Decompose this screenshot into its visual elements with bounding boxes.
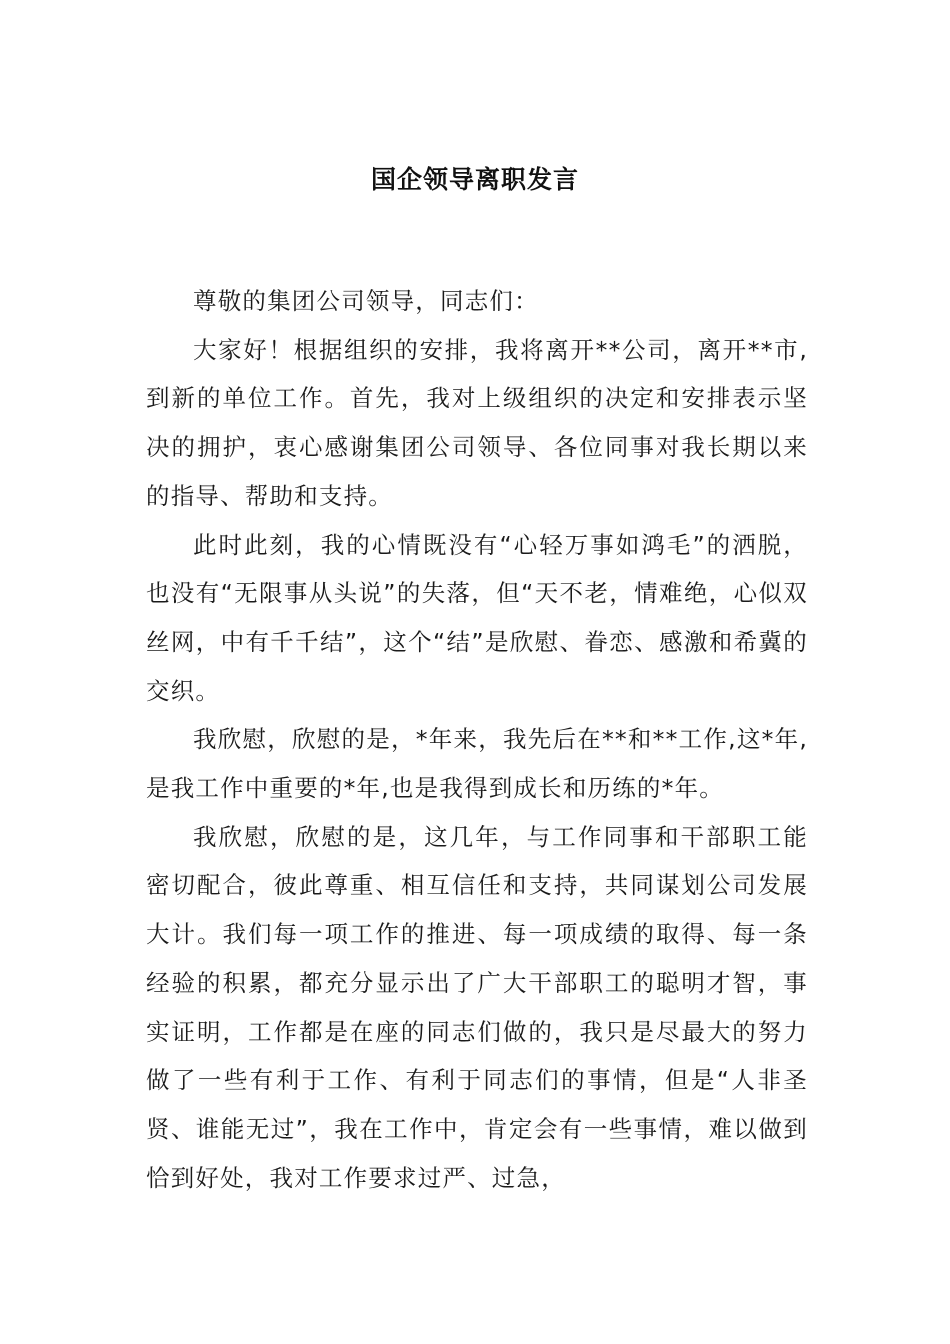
document-title: 国企领导离职发言 — [370, 165, 579, 194]
paragraph-salutation: 尊敬的集团公司领导，同志们： — [193, 287, 539, 315]
paragraph-gratified-years: 我欣慰，欣慰的是，*年来，我先后在**和**工作,这*年,是我工作中重要的*年,也是我得到成长和历练的*年。 — [146, 725, 808, 803]
paragraph-greeting: 大家好！根据组织的安排，我将离开**公司，离开**市,到新的单位工作。首先，我对上级组织的决定和安排表示坚决的拥护，衷心感谢集团公司领导、各位同事对我长期以来的指导、帮助和支持。 — [146, 335, 808, 510]
paragraph-gratified-colleagues: 我欣慰，欣慰的是，这几年，与工作同事和干部职工能密切配合，彼此尊重、相互信任和支持，共同谋划公司发展大计。我们每一项工作的推进、每一项成绩的取得、每一条经验的积累，都充分显示出了广大干部职工的聪明才智，事实证明，工作都是在座的同志们做的，我只是尽最大的努力做了一些有利于工作、有利于同志们的事情，但是“人非圣贤、谁能无过”，我在工作中，肯定会有一些事情，难以做到恰到好处，我对工作要求过严、过急， — [146, 822, 808, 1192]
paragraph-feelings: 此时此刻，我的心情既没有“心轻万事如鸿毛”的洒脱，也没有“无限事从头说”的失落，但“天不老，情难绝，心似双丝网，中有千千结”，这个“结”是欣慰、眷恋、感激和希冀的交织。 — [146, 530, 808, 705]
document-body — [146, 277, 808, 1202]
